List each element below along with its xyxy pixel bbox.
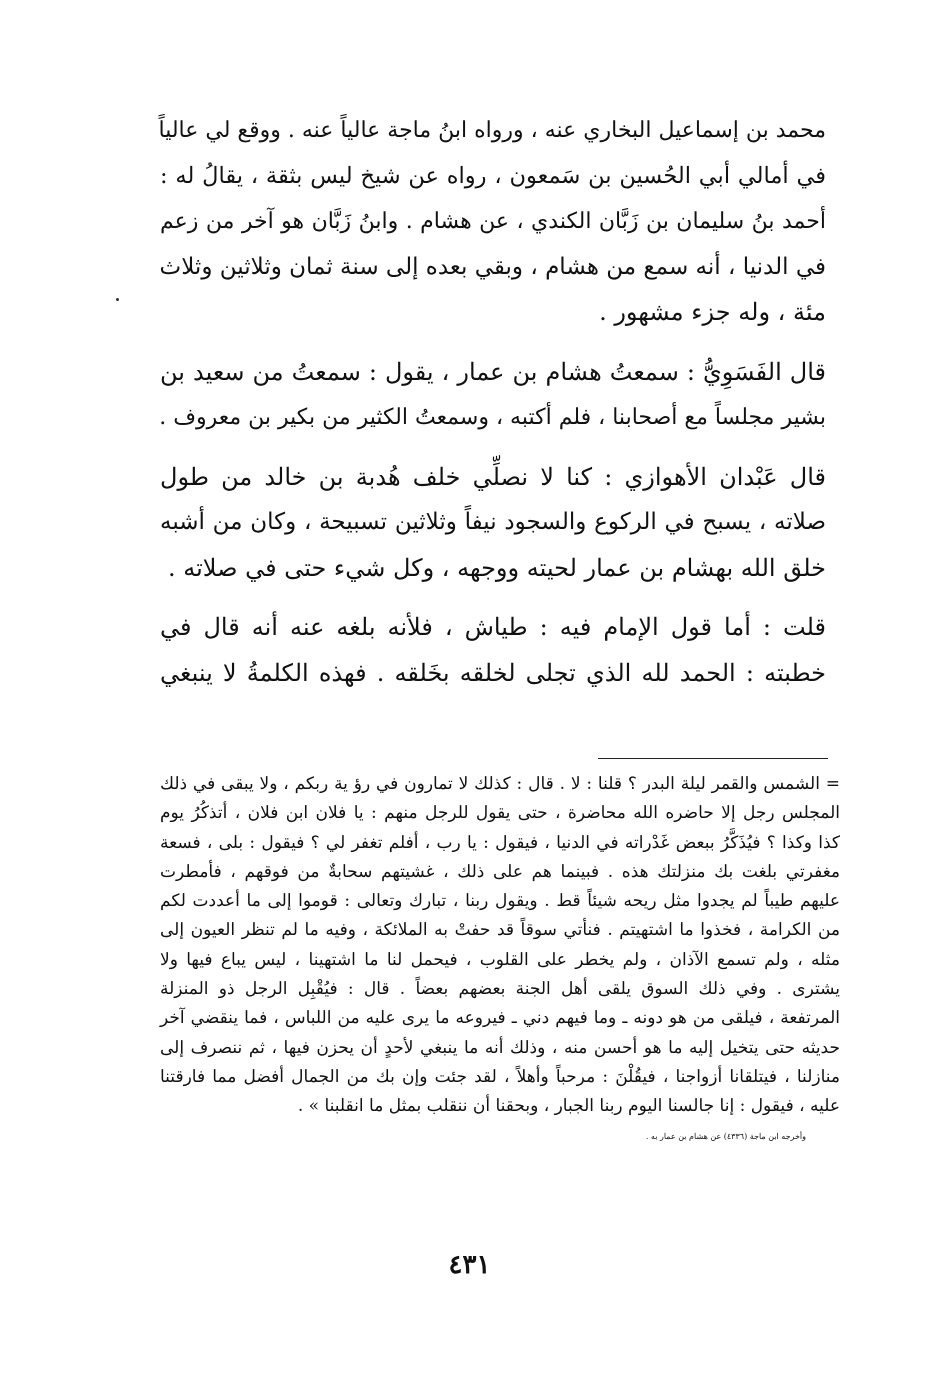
footnote-source-line: وأخرجه ابن ماجة (٤٣٣٦) عن هشام بن عمار به .	[645, 1131, 806, 1141]
text-line: قال عَبْدان الأهوازي : كنا لا نصلِّي خلف هُدبة بن خالد من طول	[160, 462, 826, 491]
footnote-line: من الكرامة ، فخذوا ما اشتهيتم . فنأتي سوقاً قد حفتْ به الملائكة ، وفيه ما لم تنظر العيون إلى	[160, 920, 840, 941]
text-line: بشير مجلساً مع أصحابنا ، فلم أكتبه ، وسمعتُ الكثير من بكير بن معروف .	[159, 405, 826, 430]
paragraph-abdan	[160, 455, 826, 592]
ink-speck	[116, 298, 119, 301]
main-text	[160, 108, 826, 710]
text-line: في الدنيا ، أنه سمع من هشام ، وبقي بعده إلى سنة ثمان وثلاثين وثلاث	[159, 253, 826, 280]
footnote-line: عليهم طيباً لم يجدوا مثل ريحه شيئاً قط . ويقول ربنا ، تبارك وتعالى : قوموا إلى ما أعددت لكم	[160, 891, 840, 912]
footnote-line: مثله ، ولم تسمع الآذان ، ولم يخطر على القلوب ، فيحمل لنا ما اشتهينا ، ليس يباع فيها ولا	[160, 949, 840, 970]
page-number: ٤٣١	[448, 1250, 491, 1280]
text-line: محمد بن إسماعيل البخاري عنه ، ورواه ابنُ ماجة عالياً عنه . ووقع لي عالياً	[158, 118, 826, 143]
text-line: في أمالي أبي الحُسين بن سَمعون ، رواه عن شيخ ليس بثقة ، يقالُ له :	[160, 162, 826, 189]
text-line: مئة ، وله جزء مشهور .	[599, 298, 826, 326]
paragraph-isnad	[160, 108, 826, 336]
footnote-line: منازلنا ، فيتلقانا أزواجنا ، فيقُلْنَ : مرحباً وأهلاً ، لقد جئت وإن بك من الجمال أفضل مما فارقتنا	[160, 1066, 840, 1087]
footnote-line: كذا وكذا ؟ فيُذَكَّرُ ببعض غَدْراته في الدنيا ، فيقول : يا رب ، أفلم تغفر لي ؟ فيقول : بلى ، فسعة	[160, 832, 840, 853]
footnote-line: المرتفعة ، فيلقى من هو دونه ـ وما فيهم دني ـ فيروعه ما يرى عليه من اللباس ، فما ينقضي آخر	[160, 1008, 840, 1029]
footnote-line: عليه ، فيقول : إنا جالسنا اليوم ربنا الجبار ، وبحقنا أن ننقلب بمثل ما انقلبنا » .	[297, 1096, 840, 1117]
footnote-line: مغفرتي بلغت بك منزلتك هذه . فبينما هم على ذلك ، غشيتهم سحابةٌ من فوقهم ، فأمطرت	[160, 861, 840, 882]
footnote-line: يشترى . وفي ذلك السوق يلقى أهل الجنة بعضهم بعضاً . قال : فيُقْبِل الرجل ذو المنزلة	[160, 979, 840, 1000]
footnotes	[160, 770, 840, 1151]
paragraph-author-note	[160, 605, 826, 696]
text-line: قال الفَسَوِيُّ : سمعتُ هشام بن عمار ، يقول : سمعتُ من سعيد بن	[160, 357, 826, 386]
footnote-line: حديثه حتى يتخيل إليه ما هو أحسن منه ، وذلك أنه ما ينبغي لأحدٍ أن يحزن فيها ، ثم ننصرف إلى	[160, 1037, 840, 1058]
text-line: خطبته : الحمد لله الذي تجلى لخلقه بخَلقه . فهذه الكلمةُ لا ينبغي	[160, 658, 826, 687]
text-line: خلق الله بهشام بن عمار لحيته ووجهه ، وكل شيء حتى في صلاته .	[167, 553, 826, 582]
footnote-line: = الشمس والقمر ليلة البدر ؟ قلنا : لا . قال : كذلك لا تمارون في رؤ ية ربكم ، ولا يبقى في ذلك	[160, 774, 840, 794]
footnote-line: المجلس رجل إلا حاضره الله محاضرة ، حتى يقول للرجل منهم : يا فلان ابن فلان ، أتذكُرُ يوم	[160, 803, 840, 824]
text-line: صلاته ، يسبح في الركوع والسجود نيفاً وثلاثين تسبيحة ، وكان من أشبه	[160, 509, 826, 535]
text-line: أحمد بنُ سليمان بن زَبَّان الكندي ، عن هشام . وابنُ زَبَّان هو آخر من زعم	[160, 209, 826, 234]
paragraph-fasawi	[160, 350, 826, 441]
text-line: قلت : أما قول الإمام فيه : طياش ، فلأنه بلغه عنه أنه قال في	[160, 613, 826, 641]
footnote-divider	[598, 758, 828, 759]
